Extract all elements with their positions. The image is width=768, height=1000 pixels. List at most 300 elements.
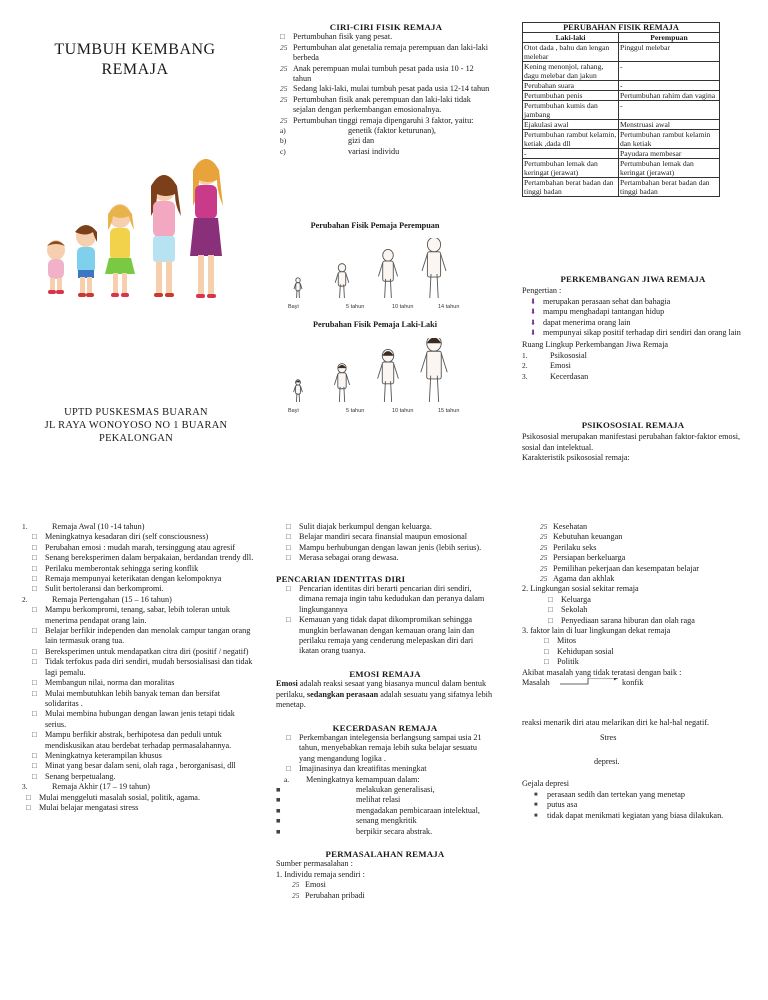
kemampuan-item bbox=[276, 806, 494, 816]
growth-stage-figure bbox=[335, 264, 364, 310]
checkbox-icon: □ bbox=[32, 750, 37, 760]
ciri-item-text: Pertumbuhan tinggi remaja dipengaruhi 3 faktor, yaitu: bbox=[293, 115, 474, 125]
checkbox-icon: □ bbox=[32, 771, 37, 781]
ciri-item bbox=[280, 95, 492, 116]
lingkungan-item-text: Penyediaan sarana hiburan dan olah raga bbox=[561, 615, 695, 625]
kemampuan-item bbox=[276, 785, 494, 795]
emosi-term: Emosi bbox=[276, 679, 298, 689]
table-row bbox=[523, 43, 720, 62]
topic-item-marker: 25 bbox=[540, 542, 548, 552]
individu-item-marker: 25 bbox=[292, 890, 300, 900]
cover-title-line1: TUMBUH KEMBANG bbox=[54, 41, 216, 58]
checkbox-icon: □ bbox=[544, 636, 549, 646]
checkbox-icon: □ bbox=[32, 605, 37, 615]
ciri-item bbox=[280, 64, 492, 85]
kemampuan-item bbox=[276, 827, 494, 837]
ciri-section bbox=[280, 22, 492, 157]
topic-item-text: Kebutuhan keuangan bbox=[553, 532, 623, 542]
perubahan-table-wrap bbox=[522, 22, 720, 197]
gejala-heading: Gejala depresi bbox=[522, 779, 570, 789]
checkbox-icon: □ bbox=[286, 532, 291, 542]
checkbox-icon: □ bbox=[32, 761, 37, 771]
factor-letter: b) bbox=[280, 136, 287, 146]
ciri-item bbox=[280, 32, 492, 42]
factor-letter: c) bbox=[280, 146, 286, 156]
stage-item-text: Perubahan emosi : mudah marah, tersinggung atau agresif bbox=[45, 542, 236, 552]
faktor-item-text: Politik bbox=[557, 657, 579, 667]
ciri-item bbox=[280, 116, 492, 126]
stage-item bbox=[22, 678, 254, 688]
stage-item bbox=[22, 564, 254, 574]
lingkungan-heading: 2. Lingkungan sosial sekitar remaja bbox=[522, 584, 639, 594]
ciri-item-text: Pertumbuhan fisik anak perempuan dan laki-laki tidak sejalan dengan perkembangan emosionalnya. bbox=[293, 94, 471, 115]
table-row bbox=[523, 149, 720, 159]
checkbox-icon: □ bbox=[544, 657, 549, 667]
jiwa-section bbox=[522, 274, 744, 382]
topic-item-marker: 25 bbox=[540, 553, 548, 563]
cell-female: Menstruasi awal bbox=[619, 120, 720, 130]
adulthood-item-text: Merasa sebagai orang dewasa. bbox=[299, 553, 399, 563]
topic-item-marker: 25 bbox=[540, 563, 548, 573]
kemampuan-item bbox=[276, 795, 494, 805]
lingkungan-list bbox=[522, 595, 748, 626]
stage-item bbox=[22, 532, 254, 542]
psiko-section bbox=[522, 420, 744, 464]
gejala-item-text: putus asa bbox=[547, 800, 578, 810]
stage-item bbox=[22, 647, 254, 657]
stage-item bbox=[22, 730, 254, 751]
faktor-item-text: Kehidupan sosial bbox=[557, 646, 614, 656]
table-row bbox=[523, 62, 720, 81]
adulthood-item-text: Sulit diajak berkumpul dengan keluarga. bbox=[299, 522, 432, 531]
stage-item-text: Sulit bertoleransi dan berkompromi. bbox=[45, 584, 164, 594]
identitas-item bbox=[276, 584, 494, 615]
stages-section bbox=[22, 522, 254, 813]
stage-item bbox=[22, 605, 254, 626]
stage-item-text: Perilaku memberontak sehingga sering konflik bbox=[45, 563, 199, 573]
cover-address bbox=[20, 406, 252, 445]
cell-male: Pertumbuhan rambut kelamin, ketiak ,dada dll bbox=[523, 130, 619, 149]
topic-item bbox=[540, 543, 748, 553]
ciri-item-marker: □ bbox=[280, 32, 285, 42]
topic-item-text: Kesehatan bbox=[553, 522, 588, 531]
square-bullet-icon: ■ bbox=[276, 805, 281, 815]
growth-stage-figure bbox=[378, 249, 413, 310]
reaksi-text: reaksi menarik diri atau melarikan diri ke hal-hal negatif. bbox=[522, 718, 710, 728]
stage-title: Remaja Pertengahan (15 – 16 tahun) bbox=[52, 594, 172, 604]
arrow-bullet-icon: ⬇ bbox=[530, 296, 537, 306]
stres-label: Stres bbox=[600, 732, 617, 742]
scope-text: Emosi bbox=[550, 361, 571, 371]
kemampuan-item-text: senang mengkritik bbox=[356, 816, 417, 826]
table-row bbox=[523, 178, 720, 197]
lingkungan-item bbox=[540, 595, 748, 605]
gejala-item bbox=[534, 800, 748, 810]
jiwa-list bbox=[522, 297, 744, 339]
growth-stage-figure bbox=[288, 278, 302, 310]
cell-male: Pertumbuhan penis bbox=[523, 91, 619, 101]
cell-female: Payudara membesar bbox=[619, 149, 720, 159]
cell-female: Pertumbuhan rahim dan vagina bbox=[619, 91, 720, 101]
jiwa-item bbox=[522, 307, 744, 317]
gejala-item-text: perasaan sedih dan tertekan yang menetap bbox=[547, 789, 685, 799]
kemampuan-item-text: mengadakan pembicaraan intelektual, bbox=[356, 805, 480, 815]
checkbox-icon: □ bbox=[286, 764, 291, 774]
stage-item-text: Mampu berfikir abstrak, berhipotesa dan peduli untuk mendiskusikan atau berdebat terhadap permasalahannya. bbox=[45, 730, 232, 750]
fig-male-caption: Perubahan Fisik Pemaja Laki-Laki bbox=[313, 320, 437, 329]
topic-item bbox=[540, 522, 748, 532]
individu-label: 1. Individu remaja sendiri : bbox=[276, 869, 365, 879]
ciri-item-marker: 25 bbox=[280, 84, 288, 94]
akibat-text: Akibat masalah yang tidak teratasi dengan baik : bbox=[522, 667, 682, 677]
female-growth-figure bbox=[284, 238, 464, 313]
cell-male: - bbox=[523, 149, 619, 159]
table-row bbox=[523, 130, 720, 149]
ciri-item-text: Anak perempuan mulai tumbuh pesat pada usia 10 - 12 tahun bbox=[293, 63, 474, 84]
arrow-bullet-icon: ⬇ bbox=[530, 317, 537, 327]
checkbox-icon: □ bbox=[548, 594, 553, 604]
cell-female: Pertumbuhan rambut kelamin dan ketiak bbox=[619, 130, 720, 149]
stage-item bbox=[22, 543, 254, 553]
scope-number: 1. bbox=[522, 350, 528, 360]
adulthood-item-text: Belajar mandiri secara finansial maupun emosional bbox=[299, 532, 468, 542]
flow-connector bbox=[558, 678, 630, 718]
lingkungan-item bbox=[540, 616, 748, 626]
checkbox-icon: □ bbox=[32, 657, 37, 667]
square-bullet-icon: ■ bbox=[276, 784, 281, 794]
fig-female-caption: Perubahan Fisik Pemaja Perempuan bbox=[310, 221, 440, 230]
stage-item-text: Tidak terfokus pada diri sendiri, mudah bersosialisasi dan tidak lagi pemalu. bbox=[45, 657, 253, 677]
ciri-item-marker: 25 bbox=[280, 63, 288, 73]
scope-item bbox=[522, 372, 744, 382]
growth-stage-label: 15 tahun bbox=[438, 408, 460, 414]
adulthood-item-text: Mampu berhubungan dengan lawan jenis (lebih serius). bbox=[299, 542, 482, 552]
arrow-bullet-icon: ⬇ bbox=[530, 307, 537, 317]
topic-item-text: Persiapan berkeluarga bbox=[553, 553, 626, 563]
kecerdasan-item-text: Perkembangan intelegensia berlangsung sampai usia 21 tahun, menyebabkan remaja lebih suka belajar sesuatu yang mengandung logika . bbox=[299, 732, 482, 763]
lingkungan-item bbox=[540, 605, 748, 615]
scope-text: Psikososial bbox=[550, 350, 587, 360]
psiko-paragraph-1: Psikososial merupakan manifestasi perubahan faktor-faktor emosi, sosial dan intelektual. bbox=[522, 432, 741, 452]
kecerdasan-list bbox=[276, 733, 494, 775]
stage-number: 2. bbox=[22, 594, 28, 604]
cell-male: Kening menonjol, rahang, dagu melebar dan jakun bbox=[523, 62, 619, 81]
faktor-item bbox=[540, 657, 748, 667]
cell-male: Otot dada , bahu dan lengan melebar bbox=[523, 43, 619, 62]
stage-item bbox=[22, 751, 254, 761]
kemampuan-item-text: berpikir secara abstrak. bbox=[356, 826, 433, 836]
kecerdasan-item bbox=[276, 764, 494, 774]
checkbox-icon: □ bbox=[286, 615, 291, 625]
depresi-label: depresi. bbox=[594, 756, 620, 766]
child-figure bbox=[75, 225, 97, 297]
col-header-female: Perempuan bbox=[619, 33, 720, 43]
jiwa-scope: Ruang Lingkup Perkembangan Jiwa Remaja bbox=[522, 340, 668, 350]
emosi-heading: EMOSI REMAJA bbox=[349, 668, 421, 679]
young-woman-figure bbox=[190, 159, 223, 298]
scope-number: 2. bbox=[522, 361, 528, 371]
topic-item-marker: 25 bbox=[540, 522, 548, 531]
individu-list bbox=[276, 880, 494, 901]
growth-stage-figure bbox=[378, 349, 414, 414]
kemampuan-list bbox=[276, 785, 494, 837]
jiwa-item-text: mampu menghadapi tantangan hidup bbox=[543, 307, 665, 317]
ciri-item-marker: 25 bbox=[280, 115, 288, 125]
checkbox-icon: □ bbox=[286, 542, 291, 552]
scope-number: 3. bbox=[522, 371, 528, 381]
faktor-item-text: Mitos bbox=[557, 636, 577, 646]
cell-female: - bbox=[619, 101, 720, 120]
stage-item-text: Remaja mempunyai keterikatan dengan kelompoknya bbox=[45, 574, 222, 584]
table-row bbox=[523, 101, 720, 120]
topic-item bbox=[540, 553, 748, 563]
kecerdasan-heading: KECERDASAN REMAJA bbox=[332, 722, 438, 733]
individu-item-text: Emosi bbox=[305, 880, 326, 890]
perubahan-fisik-table bbox=[522, 22, 720, 197]
square-bullet-icon: ■ bbox=[276, 795, 281, 805]
cell-male: Ejakulasi awal bbox=[523, 120, 619, 130]
faktor-item bbox=[540, 647, 748, 657]
stage-title: Remaja Awal (10 -14 tahun) bbox=[52, 522, 145, 531]
kemampuan-label: a. bbox=[284, 774, 290, 784]
growth-stage-label: Bayi bbox=[288, 304, 299, 310]
topic-item-text: Pemilihan pekerjaan dan kesempatan belajar bbox=[553, 563, 699, 573]
psiko-heading: PSIKOSOSIAL REMAJA bbox=[581, 420, 685, 430]
emosi-text-1: adalah reaksi sesaat yang biasanya muncul dalam bentuk perilaku, bbox=[276, 679, 487, 699]
adulthood-list bbox=[276, 522, 494, 564]
identitas-heading: PENCARIAN IDENTITAS DIRI bbox=[276, 573, 406, 584]
emosi-paragraph bbox=[276, 679, 494, 710]
kemampuan-title: Meningkatnya kemampuan dalam: bbox=[306, 774, 420, 784]
table-row bbox=[523, 159, 720, 178]
adulthood-item bbox=[276, 553, 494, 563]
kemampuan-item bbox=[276, 816, 494, 826]
stage-item bbox=[22, 793, 254, 803]
stage-item-text: Mulai belajar mengatasi stress bbox=[39, 802, 139, 812]
psiko-paragraph-2: Karakteristik psikososial remaja: bbox=[522, 453, 630, 463]
address-line-1: UPTD PUSKESMAS BUARAN bbox=[64, 407, 208, 418]
topic-item bbox=[540, 532, 748, 542]
growth-stage-label: 10 tahun bbox=[392, 304, 414, 310]
growth-stage-label: 10 tahun bbox=[392, 408, 414, 414]
growth-stage-label: 5 tahun bbox=[346, 408, 365, 414]
faktor-list bbox=[522, 636, 748, 667]
gejala-item bbox=[534, 811, 748, 821]
checkbox-icon: □ bbox=[544, 646, 549, 656]
stage-item-text: Minat yang besar dalam seni, olah raga , berorganisasi, dll bbox=[45, 761, 236, 771]
stage-item bbox=[22, 574, 254, 584]
stage-item bbox=[22, 584, 254, 594]
growth-stage-label: 14 tahun bbox=[438, 304, 460, 310]
square-bullet-icon: ■ bbox=[534, 802, 538, 809]
stage-number: 1. bbox=[22, 522, 28, 531]
stage-title: Remaja Akhir (17 – 19 tahun) bbox=[52, 782, 151, 792]
checkbox-icon: □ bbox=[26, 792, 31, 802]
jiwa-item-text: merupakan perasaan sehat dan bahagia bbox=[543, 296, 671, 306]
gejala-item bbox=[534, 790, 748, 800]
growth-stage-figure bbox=[288, 380, 302, 414]
stage-item-text: Meningkatnya keterampilan khusus bbox=[45, 750, 162, 760]
factor-letter: a) bbox=[280, 126, 286, 136]
checkbox-icon: □ bbox=[548, 615, 553, 625]
cell-male: Pertumbuhan kumis dan jambang bbox=[523, 101, 619, 120]
sumber-label: Sumber permasalahan : bbox=[276, 859, 353, 869]
factor-text: gizi dan bbox=[348, 136, 375, 146]
square-bullet-icon: ■ bbox=[534, 791, 538, 798]
factor-item bbox=[280, 147, 492, 157]
checkbox-icon: □ bbox=[32, 646, 37, 656]
gejala-item-text: tidak dapat menikmati kegiatan yang biasa dilakukan. bbox=[547, 810, 724, 820]
scope-text: Kecerdasan bbox=[550, 371, 589, 381]
masalah-flow bbox=[522, 678, 748, 718]
stage-item bbox=[22, 657, 254, 678]
ciri-item bbox=[280, 43, 492, 64]
stage-item bbox=[22, 772, 254, 782]
stage-item-text: Mulai membina hubungan dengan lawan jenis tetapi tidak serius. bbox=[45, 709, 235, 729]
individu-item-marker: 25 bbox=[292, 880, 300, 890]
jiwa-heading: PERKEMBANGAN JIWA REMAJA bbox=[560, 274, 706, 284]
factor-item bbox=[280, 126, 492, 136]
problem-topic-list bbox=[522, 522, 748, 584]
stage-item bbox=[22, 803, 254, 813]
checkbox-icon: □ bbox=[32, 584, 37, 594]
factor-item bbox=[280, 136, 492, 146]
identitas-item-text: Pencarian identitas diri berarti pencarian diri sendiri, dimana remaja ingin tahu kedudukan dan peranya dalam lingkungannya bbox=[299, 584, 485, 614]
identitas-item-text: Kemauan yang tidak dapat dikompromikan sehingga mungkin berlawanan dengan kemauan orang lain dan perilaku remaja yang cenderung melepaskan diri dari ikatan orang tuanya. bbox=[299, 615, 475, 656]
checkbox-icon: □ bbox=[32, 563, 37, 573]
faktor-item bbox=[540, 636, 748, 646]
ciri-item-marker: 25 bbox=[280, 94, 288, 104]
jiwa-item-text: dapat menerima orang lain bbox=[543, 317, 631, 327]
topic-item-marker: 25 bbox=[540, 532, 548, 542]
identitas-list bbox=[276, 584, 494, 657]
address-line-2: JL RAYA WONOYOSO NO 1 BUARAN bbox=[44, 420, 228, 431]
stage-item bbox=[22, 626, 254, 647]
teen-figure bbox=[151, 175, 181, 297]
adulthood-item bbox=[276, 522, 494, 532]
arrow-bullet-icon: ⬇ bbox=[530, 328, 537, 338]
kemampuan-item-text: melakukan generalisasi, bbox=[356, 784, 435, 794]
ciri-item-text: Sedang laki-laki, mulai tumbuh pesat pada usia 12-14 tahun bbox=[293, 84, 490, 94]
cover-title bbox=[20, 40, 250, 80]
individu-item bbox=[292, 891, 494, 901]
identitas-item bbox=[276, 615, 494, 657]
square-bullet-icon: ■ bbox=[534, 812, 538, 819]
topic-item-text: Perilaku seks bbox=[553, 542, 597, 552]
col2-bottom bbox=[276, 522, 494, 901]
factor-text: variasi individu bbox=[348, 146, 400, 156]
checkbox-icon: □ bbox=[32, 532, 37, 542]
cell-male: Pertambahan berat badan dan tinggi badan bbox=[523, 178, 619, 197]
toddler-figure bbox=[47, 240, 65, 294]
stage-title-awal bbox=[22, 522, 254, 532]
topic-item bbox=[540, 574, 748, 584]
stage-title-tengah bbox=[22, 595, 254, 605]
stage-title-akhir bbox=[22, 782, 254, 792]
stage-item-text: Mampu berkompromi, tenang, sabar, lebih toleran untuk menerima pendapat orang lain. bbox=[45, 605, 230, 625]
cell-male: Pertumbuhan lemak dan keringat (jerawat) bbox=[523, 159, 619, 178]
faktor-heading: 3. faktor lain di luar lingkungan dekat remaja bbox=[522, 626, 671, 636]
cell-female: - bbox=[619, 62, 720, 81]
emosi-text-2: adalah sesuatu yang sifatnya lebih menetap. bbox=[276, 689, 493, 710]
checkbox-icon: □ bbox=[32, 553, 37, 563]
topic-item-marker: 25 bbox=[540, 574, 548, 584]
kemampuan-item-text: melihat relasi bbox=[356, 795, 401, 805]
stage-item bbox=[22, 709, 254, 730]
address-line-3: PEKALONGAN bbox=[99, 433, 173, 444]
growth-stage-figure bbox=[334, 364, 364, 414]
kemampuan-title-row bbox=[276, 775, 494, 785]
girl-figure bbox=[105, 204, 135, 297]
jiwa-scope-list bbox=[522, 351, 744, 382]
jiwa-item bbox=[522, 297, 744, 307]
ciri-factor-list bbox=[280, 126, 492, 157]
growth-stage-figure bbox=[421, 338, 460, 414]
ciri-item-text: Pertumbuhan fisik yang pesat. bbox=[293, 32, 393, 42]
growth-stage-figure bbox=[422, 238, 459, 310]
stage-item bbox=[22, 689, 254, 710]
stage-item-text: Mulai menggeluti masalah sosial, politik, agama. bbox=[39, 792, 200, 802]
masalah-heading: PERMASALAHAN REMAJA bbox=[325, 848, 445, 859]
table-caption: PERUBAHAN FISIK REMAJA bbox=[523, 23, 720, 33]
ciri-item-marker: 25 bbox=[280, 42, 288, 52]
checkbox-icon: □ bbox=[286, 553, 291, 563]
ciri-list bbox=[280, 32, 492, 126]
adulthood-item bbox=[276, 532, 494, 542]
lingkungan-item-text: Keluarga bbox=[561, 594, 591, 604]
checkbox-icon: □ bbox=[548, 605, 553, 615]
individu-item-text: Perubahan pribadi bbox=[305, 890, 365, 900]
jiwa-item bbox=[522, 318, 744, 328]
kecerdasan-item-text: Imajinasinya dan kreatifitas meningkat bbox=[299, 764, 427, 774]
kecerdasan-item bbox=[276, 733, 494, 764]
square-bullet-icon: ■ bbox=[276, 816, 281, 826]
checkbox-icon: □ bbox=[286, 584, 291, 594]
masalah-label: Masalah bbox=[522, 678, 550, 688]
ciri-item-text: Pertumbuhan alat genetalia remaja perempuan dan laki-laki berbeda bbox=[293, 42, 489, 63]
checkbox-icon: □ bbox=[26, 802, 31, 812]
table-row bbox=[523, 91, 720, 101]
checkbox-icon: □ bbox=[286, 732, 291, 742]
checkbox-icon: □ bbox=[32, 709, 37, 719]
lingkungan-item-text: Sekolah bbox=[561, 605, 588, 615]
male-growth-figure bbox=[284, 338, 464, 420]
cell-male: Perubahan suara bbox=[523, 81, 619, 91]
factor-text: genetik (faktor keturunan), bbox=[348, 126, 436, 136]
cell-female: Pertambahan berat badan dan tinggi badan bbox=[619, 178, 720, 197]
growth-stage-label: 5 tahun bbox=[346, 304, 365, 310]
stage-item bbox=[22, 553, 254, 563]
stage-item-text: Meningkatnya kesadaran diri (self consciousness) bbox=[45, 532, 209, 542]
stage-item-text: Belajar berfikir independen dan menolak campur tangan orang lain termasuk orang tua. bbox=[45, 626, 251, 646]
cell-female: Pinggul melebar bbox=[619, 43, 720, 62]
checkbox-icon: □ bbox=[32, 542, 37, 552]
perasaan-term: sedangkan perasaan bbox=[306, 689, 379, 699]
col-header-male: Laki-laki bbox=[523, 33, 619, 43]
konflik-label: konfik bbox=[622, 678, 644, 688]
stage-item-text: Mulai membutuhkan lebih banyak teman dan bersifat solidaritas . bbox=[45, 688, 221, 708]
ciri-item bbox=[280, 84, 492, 94]
growth-stage-label: Bayi bbox=[288, 408, 299, 414]
checkbox-icon: □ bbox=[32, 688, 37, 698]
checkbox-icon: □ bbox=[32, 574, 37, 584]
topic-item bbox=[540, 564, 748, 574]
table-row bbox=[523, 120, 720, 130]
jiwa-item bbox=[522, 328, 744, 338]
cell-female: - bbox=[619, 81, 720, 91]
cell-female: Pertumbuhan lemak dan keringat (jerawat) bbox=[619, 159, 720, 178]
ciri-heading: CIRI-CIRI FISIK REMAJA bbox=[329, 22, 443, 32]
